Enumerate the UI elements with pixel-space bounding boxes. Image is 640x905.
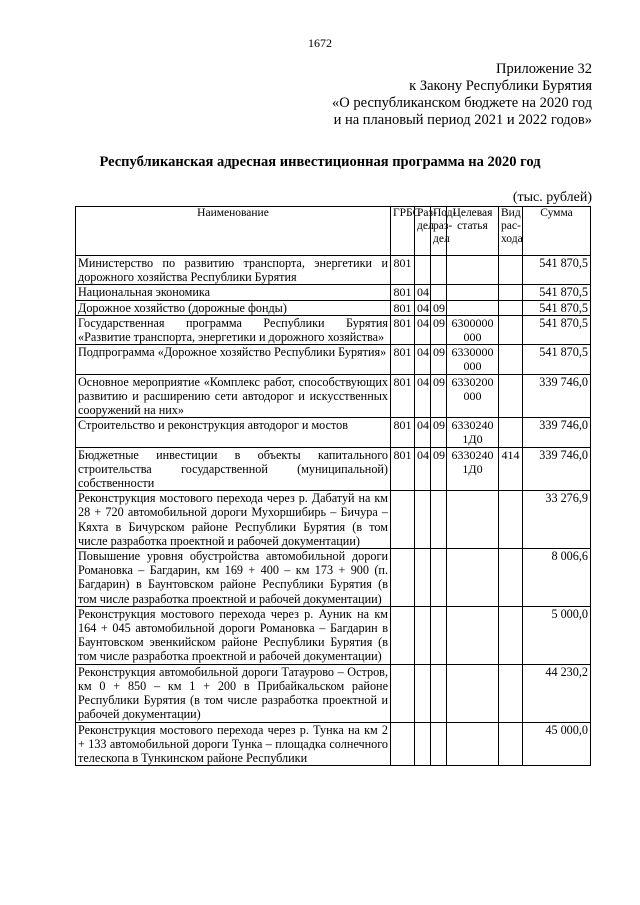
header-grbs: ГРБС (391, 207, 415, 256)
table-header-row (76, 207, 591, 256)
cell-target: 6330240 1Д0 (447, 447, 499, 491)
cell-vid (499, 374, 523, 418)
cell-sum: 44 230,2 (523, 664, 591, 722)
cell-name: Реконструкция мостового перехода через р. Ауник на км 164 + 045 автомобильной дороги Романовка – Багдарин в Баунтовском эвенкийском районе Республики Бурятия (в том числе разработка проектной и рабочей документации) (76, 606, 391, 664)
table-row (76, 664, 591, 722)
cell-name: Реконструкция мостового перехода через р. Дабатуй на км 28 + 720 автомобильной дороги Мухоршибирь – Бичура – Кяхта в Бичурском районе Республики Бурятия (в том числе разработка проектной и рабочей документации) (76, 491, 391, 549)
cell-name: Подпрограмма «Дорожное хозяйство Республики Бурятия» (76, 345, 391, 374)
cell-vid (499, 606, 523, 664)
cell-name: Реконструкция мостового перехода через р. Тунка на км 2 + 133 автомобильной дороги Тунка – площадка солнечного телескопа в Тункинском районе Республики (76, 722, 391, 766)
cell-vid (499, 418, 523, 447)
cell-target (447, 300, 499, 315)
cell-target (447, 491, 499, 549)
cell-grbs: 801 (391, 447, 415, 491)
cell-podrazdel (431, 549, 447, 607)
table-row (76, 256, 591, 285)
cell-podrazdel (431, 285, 447, 300)
cell-sum: 541 870,5 (523, 345, 591, 374)
appendix-header (332, 61, 592, 129)
cell-sum: 45 000,0 (523, 722, 591, 766)
investment-program-table (75, 206, 591, 766)
cell-razdel: 04 (415, 447, 431, 491)
cell-target: 6330000 000 (447, 345, 499, 374)
appendix-line: и на плановый период 2021 и 2022 годов» (333, 112, 592, 128)
cell-grbs: 801 (391, 345, 415, 374)
cell-vid (499, 345, 523, 374)
cell-grbs (391, 491, 415, 549)
cell-target (447, 664, 499, 722)
cell-target: 6330200 000 (447, 374, 499, 418)
page-number: 1672 (308, 36, 332, 50)
cell-target: 6330240 1Д0 (447, 418, 499, 447)
cell-sum: 541 870,5 (523, 315, 591, 344)
cell-razdel (415, 491, 431, 549)
cell-sum: 541 870,5 (523, 256, 591, 285)
cell-name: Министерство по развитию транспорта, энергетики и дорожного хозяйства Республики Бурятия (76, 256, 391, 285)
cell-sum: 541 870,5 (523, 285, 591, 300)
cell-sum: 339 746,0 (523, 374, 591, 418)
cell-vid (499, 285, 523, 300)
cell-podrazdel: 09 (431, 300, 447, 315)
cell-razdel (415, 549, 431, 607)
table-row (76, 606, 591, 664)
cell-grbs: 801 (391, 256, 415, 285)
cell-target: 6300000 000 (447, 315, 499, 344)
cell-grbs: 801 (391, 418, 415, 447)
cell-grbs: 801 (391, 374, 415, 418)
cell-razdel: 04 (415, 300, 431, 315)
cell-podrazdel: 09 (431, 418, 447, 447)
cell-target (447, 606, 499, 664)
table-row (76, 374, 591, 418)
cell-name: Строительство и реконструкция автодорог и мостов (76, 418, 391, 447)
cell-vid (499, 300, 523, 315)
table-row (76, 345, 591, 374)
cell-target (447, 256, 499, 285)
cell-vid: 414 (499, 447, 523, 491)
table-row (76, 549, 591, 607)
header-name: Наименование (76, 207, 391, 256)
cell-razdel (415, 606, 431, 664)
cell-name: Реконструкция автомобильной дороги Татаурово – Остров, км 0 + 850 – км 1 + 200 в Прибайкальском районе Республики Бурятия (в том числе разработка проектной и рабочей документации) (76, 664, 391, 722)
appendix-line: к Закону Республики Бурятия (409, 78, 592, 94)
document-title: Республиканская адресная инвестиционная программа на 2020 год (99, 154, 541, 170)
units-note: (тыс. рублей) (512, 190, 592, 205)
cell-sum: 339 746,0 (523, 418, 591, 447)
cell-grbs (391, 549, 415, 607)
cell-name: Дорожное хозяйство (дорожные фонды) (76, 300, 391, 315)
header-target: Целевая статья (447, 207, 499, 256)
appendix-line: Приложение 32 (496, 61, 592, 77)
cell-razdel (415, 256, 431, 285)
cell-podrazdel (431, 664, 447, 722)
cell-name: Основное мероприятие «Комплекс работ, способствующих развитию и расширению сети автодорог и искусственных сооружений на них» (76, 374, 391, 418)
table-row (76, 447, 591, 491)
appendix-line: «О республиканском бюджете на 2020 год (332, 95, 592, 111)
cell-razdel: 04 (415, 345, 431, 374)
cell-podrazdel: 09 (431, 345, 447, 374)
cell-podrazdel (431, 491, 447, 549)
cell-grbs: 801 (391, 285, 415, 300)
cell-podrazdel: 09 (431, 315, 447, 344)
cell-razdel: 04 (415, 374, 431, 418)
table-row (76, 491, 591, 549)
cell-razdel: 04 (415, 315, 431, 344)
cell-sum: 339 746,0 (523, 447, 591, 491)
cell-sum: 8 006,6 (523, 549, 591, 607)
cell-name: Государственная программа Республики Бурятия «Развитие транспорта, энергетики и дорожного хозяйства» (76, 315, 391, 344)
cell-sum: 541 870,5 (523, 300, 591, 315)
header-sum: Сумма (523, 207, 591, 256)
cell-razdel (415, 722, 431, 766)
cell-vid (499, 722, 523, 766)
table-row (76, 722, 591, 766)
cell-podrazdel (431, 606, 447, 664)
cell-razdel (415, 664, 431, 722)
header-razdel: Раз-дел (415, 207, 431, 256)
cell-vid (499, 256, 523, 285)
cell-grbs (391, 606, 415, 664)
cell-vid (499, 664, 523, 722)
cell-vid (499, 549, 523, 607)
cell-razdel: 04 (415, 285, 431, 300)
header-vid: Вид рас-хода (499, 207, 523, 256)
table-row (76, 315, 591, 344)
cell-sum: 5 000,0 (523, 606, 591, 664)
cell-target (447, 549, 499, 607)
cell-name: Повышение уровня обустройства автомобильной дороги Романовка – Багдарин, км 169 + 400 – км 173 + 900 (п. Багдарин) в Баунтовском районе Республики Бурятия (в том числе разработка проектной и рабочей документации) (76, 549, 391, 607)
cell-name: Бюджетные инвестиции в объекты капитального строительства государственной (муниципальной) собственности (76, 447, 391, 491)
table-row (76, 300, 591, 315)
cell-grbs: 801 (391, 315, 415, 344)
header-podrazdel: Под-раз-дел (431, 207, 447, 256)
cell-podrazdel: 09 (431, 374, 447, 418)
table-row (76, 285, 591, 300)
cell-grbs: 801 (391, 300, 415, 315)
cell-podrazdel (431, 256, 447, 285)
cell-razdel: 04 (415, 418, 431, 447)
cell-podrazdel (431, 722, 447, 766)
cell-podrazdel: 09 (431, 447, 447, 491)
table-row (76, 418, 591, 447)
cell-grbs (391, 664, 415, 722)
cell-vid (499, 491, 523, 549)
cell-target (447, 285, 499, 300)
cell-target (447, 722, 499, 766)
cell-name: Национальная экономика (76, 285, 391, 300)
cell-grbs (391, 722, 415, 766)
cell-sum: 33 276,9 (523, 491, 591, 549)
cell-vid (499, 315, 523, 344)
